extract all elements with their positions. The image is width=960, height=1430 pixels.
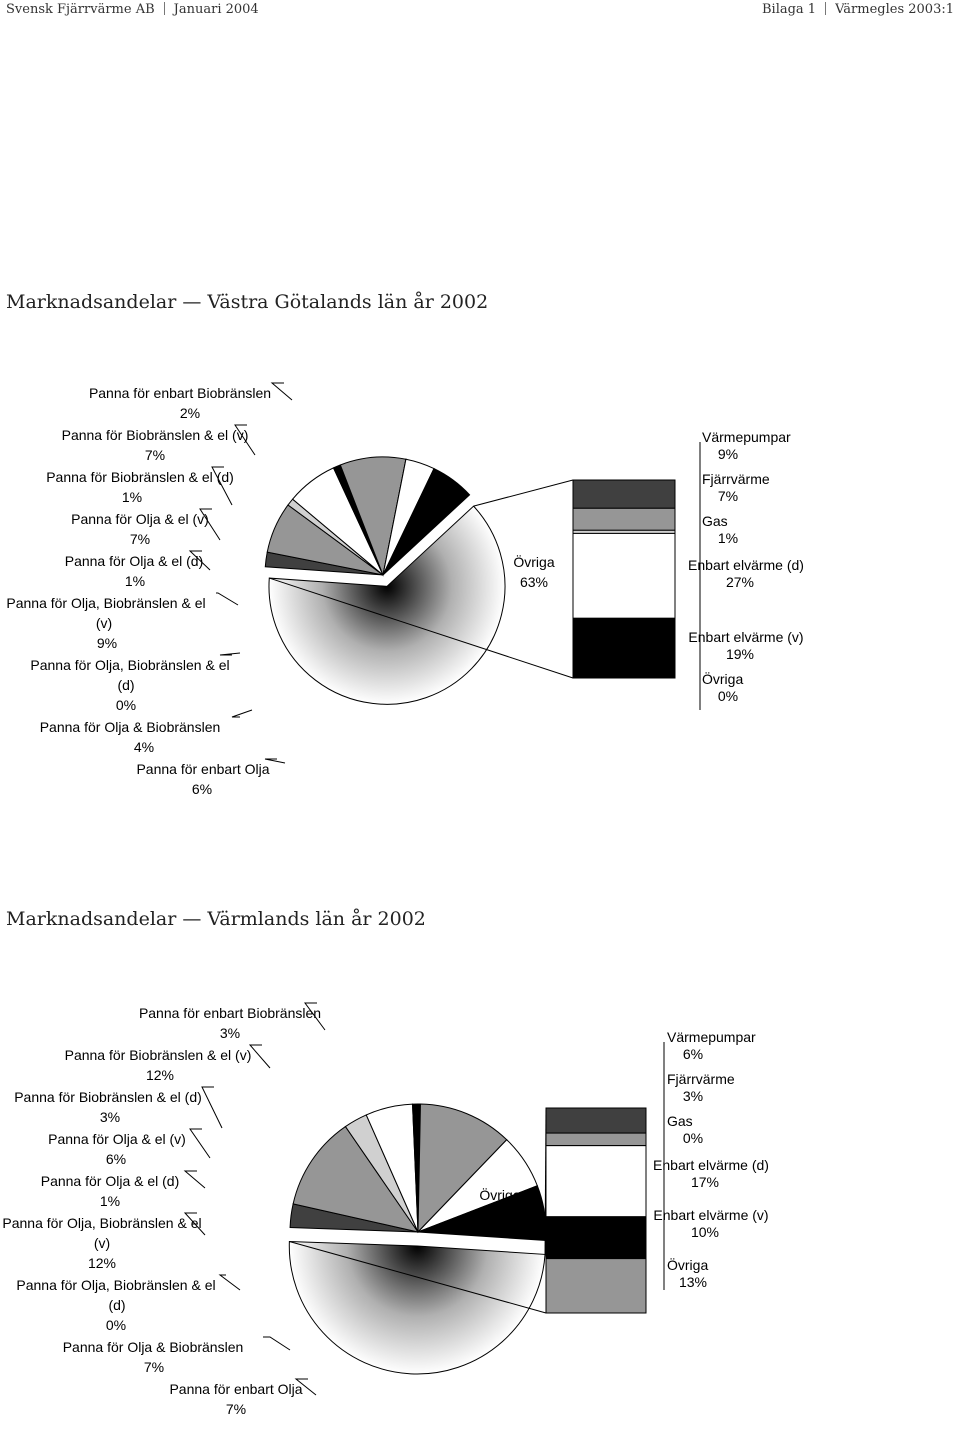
pie-label-name: (d) bbox=[117, 677, 135, 693]
pie-label-value: 9% bbox=[96, 635, 118, 651]
bar-label-enbart-elvarme-v bbox=[688, 629, 803, 662]
bar-label-gas bbox=[702, 513, 738, 546]
bar-label-name: Enbart elvärme (d) bbox=[653, 1157, 769, 1173]
bar-label-value: 6% bbox=[682, 1046, 704, 1062]
pie-label-name: Panna för Olja, Biobränslen & el bbox=[2, 1215, 202, 1231]
pie-label-value: 7% bbox=[144, 447, 166, 463]
bar-label-value: 0% bbox=[682, 1130, 704, 1146]
pie-label-panna-for-olja-biobranslen-el-v bbox=[2, 1213, 205, 1271]
pie-label-name: Panna för Olja, Biobränslen & el bbox=[16, 1277, 216, 1293]
pie-label-name: Panna för enbart Olja bbox=[136, 761, 270, 777]
bar-label-enbart-elvarme-v bbox=[653, 1207, 768, 1240]
pie-label-name: Panna för Olja & el (v) bbox=[48, 1131, 186, 1147]
bar-segment-enbart-elvarme-v bbox=[546, 1217, 646, 1259]
pie-label-name: Panna för enbart Biobränslen bbox=[88, 385, 272, 401]
header-separator bbox=[825, 2, 826, 15]
bar-label-name: Värmepumpar bbox=[667, 1029, 756, 1045]
rest-label: Övriga bbox=[479, 1187, 521, 1203]
header-appendix: Bilaga 1 bbox=[761, 2, 817, 17]
bar-segment-enbart-elvarme-v bbox=[573, 618, 675, 678]
pie-label-panna-for-olja-el-d bbox=[65, 551, 210, 589]
pie-label-value: 0% bbox=[115, 697, 137, 713]
bar-segment-fjarrvarme bbox=[546, 1133, 646, 1146]
pie-label-name: Panna för Olja & el (d) bbox=[40, 1173, 180, 1189]
header-report: Värmegles 2003:1 bbox=[835, 2, 954, 17]
pie-label-panna-for-enbart-biobranslen bbox=[139, 1003, 325, 1041]
pie-label-name: Panna för Olja & Biobränslen bbox=[62, 1339, 244, 1355]
bar-label-name: Enbart elvärme (v) bbox=[653, 1207, 769, 1223]
pie-label-panna-for-biobranslen-el-d bbox=[46, 467, 234, 505]
leader-line bbox=[202, 1087, 222, 1128]
pie-label-value: 6% bbox=[191, 781, 213, 797]
leader-line bbox=[250, 1045, 270, 1068]
bar-label-value: 3% bbox=[682, 1088, 704, 1104]
chart-title-1: Marknadsandelar — Västra Götalands län år 2002 bbox=[6, 291, 489, 313]
pie-label-panna-for-olja-biobranslen bbox=[63, 1337, 290, 1375]
bar-label-varmepumpar bbox=[702, 429, 791, 462]
leader-line bbox=[185, 1171, 205, 1188]
pie-label-value: 3% bbox=[219, 1025, 241, 1041]
bar-label-ovriga bbox=[667, 1256, 708, 1290]
pie-label-panna-for-biobranslen-el-v bbox=[62, 425, 255, 463]
leader-line bbox=[232, 710, 252, 717]
bar-label-name: Övriga bbox=[667, 1257, 709, 1273]
header-separator bbox=[164, 2, 165, 15]
rest-value: 50% bbox=[485, 1207, 515, 1223]
pie-label-value: 12% bbox=[145, 1067, 175, 1083]
header-left bbox=[6, 2, 259, 17]
bar-label-value: 9% bbox=[717, 446, 739, 462]
leader-line bbox=[263, 1337, 290, 1350]
bar-label-name: Värmepumpar bbox=[702, 429, 791, 445]
page-header bbox=[0, 0, 960, 22]
bar-label-fjarrvarme bbox=[667, 1071, 735, 1104]
bar-label-ovriga bbox=[702, 670, 743, 704]
leader-line bbox=[216, 593, 238, 605]
rest-label: Övriga bbox=[513, 554, 555, 570]
pie-label-value: 1% bbox=[124, 573, 146, 589]
bar-label-name: Gas bbox=[702, 513, 728, 529]
pie-label-name: Panna för Biobränslen & el (d) bbox=[14, 1089, 202, 1105]
bar-label-value: 13% bbox=[678, 1274, 708, 1290]
bar-label-value: 17% bbox=[690, 1174, 720, 1190]
bar-segment-ovriga bbox=[546, 1259, 646, 1313]
bar-label-name: Övriga bbox=[702, 671, 744, 687]
pie-label-value: 7% bbox=[129, 531, 151, 547]
leader-line bbox=[220, 653, 240, 655]
pie-label-panna-for-olja-el-v bbox=[71, 509, 220, 547]
pie-label-value: 1% bbox=[99, 1193, 121, 1209]
pie-label-name: (v) bbox=[93, 1235, 111, 1251]
pie-label-name: Panna för Olja & Biobränslen bbox=[39, 719, 221, 735]
pie-label-panna-for-olja-el-d bbox=[41, 1171, 205, 1209]
header-date: Januari 2004 bbox=[173, 2, 259, 17]
pie-label-panna-for-enbart-olja bbox=[136, 759, 285, 797]
pie-label-value: 1% bbox=[121, 489, 143, 505]
pie-label-panna-for-olja-biobranslen-el-d bbox=[16, 1275, 240, 1333]
pie-label-panna-for-olja-biobranslen-el-v bbox=[6, 593, 238, 651]
pie-label-value: 2% bbox=[179, 405, 201, 421]
bar-segment-enbart-elvarme-d bbox=[546, 1146, 646, 1217]
bar-label-value: 10% bbox=[690, 1224, 720, 1240]
rest-value: 63% bbox=[519, 574, 549, 590]
pie-label-panna-for-enbart-olja bbox=[169, 1379, 316, 1417]
bar-label-name: Fjärrvärme bbox=[667, 1071, 735, 1087]
bar-segment-enbart-elvarme-d bbox=[573, 533, 675, 618]
connector-line-top bbox=[474, 480, 573, 506]
bar-label-value: 7% bbox=[717, 488, 739, 504]
bar-label-value: 19% bbox=[725, 646, 755, 662]
pie-label-panna-for-biobranslen-el-v bbox=[65, 1045, 270, 1083]
pie-label-value: 6% bbox=[105, 1151, 127, 1167]
leader-line bbox=[272, 383, 292, 400]
pie-label-value: 7% bbox=[225, 1401, 247, 1417]
pie-label-name: Panna för Olja, Biobränslen & el bbox=[6, 595, 206, 611]
chart-title-2: Marknadsandelar — Värmlands län år 2002 bbox=[6, 908, 426, 930]
pie-label-name: Panna för Biobränslen & el (v) bbox=[61, 427, 249, 443]
market-share-chart-varmland bbox=[0, 1000, 960, 1430]
bar-label-name: Gas bbox=[667, 1113, 693, 1129]
pie-label-panna-for-olja-el-v bbox=[48, 1129, 210, 1167]
pie-label-value: 3% bbox=[99, 1109, 121, 1125]
bar-label-value: 27% bbox=[725, 574, 755, 590]
bar-label-fjarrvarme bbox=[702, 471, 770, 504]
pie-label-value: 0% bbox=[105, 1317, 127, 1333]
bar-label-varmepumpar bbox=[667, 1029, 756, 1062]
pie-label-name: Panna för enbart Olja bbox=[169, 1381, 303, 1397]
bar-label-gas bbox=[667, 1113, 703, 1146]
pie-label-name: Panna för Olja & el (v) bbox=[71, 511, 209, 527]
leader-line bbox=[190, 1129, 210, 1158]
leader-line bbox=[220, 1275, 240, 1290]
pie-label-name: Panna för Olja, Biobränslen & el bbox=[30, 657, 230, 673]
bar-label-name: Fjärrvärme bbox=[702, 471, 770, 487]
pie-label-panna-for-biobranslen-el-d bbox=[14, 1087, 222, 1128]
bar-label-enbart-elvarme-d bbox=[653, 1157, 769, 1190]
bar-label-name: Enbart elvärme (d) bbox=[688, 557, 804, 573]
pie-label-name: Panna för Biobränslen & el (v) bbox=[64, 1047, 252, 1063]
market-share-chart-vastra-gotaland bbox=[0, 370, 960, 810]
pie-label-value: 4% bbox=[133, 739, 155, 755]
bar-segment-fjarrvarme bbox=[573, 508, 675, 530]
bar-label-value: 1% bbox=[717, 530, 739, 546]
pie-label-panna-for-olja-biobranslen-el-d bbox=[30, 653, 240, 713]
bar-label-value: 0% bbox=[717, 688, 739, 704]
bar-label-enbart-elvarme-d bbox=[688, 557, 804, 590]
pie-label-panna-for-enbart-biobranslen bbox=[89, 383, 292, 421]
header-org: Svensk Fjärrvärme AB bbox=[6, 2, 155, 17]
pie-label-value: 7% bbox=[143, 1359, 165, 1375]
pie-label-name: Panna för Olja & el (d) bbox=[64, 553, 204, 569]
pie-label-name: (v) bbox=[95, 615, 113, 631]
bar-label-name: Enbart elvärme (v) bbox=[688, 629, 804, 645]
pie-slice-ovriga bbox=[289, 1242, 545, 1374]
pie-label-name: (d) bbox=[108, 1297, 126, 1313]
bar-segment-varmepumpar bbox=[546, 1108, 646, 1133]
pie-label-name: Panna för Biobränslen & el (d) bbox=[46, 469, 234, 485]
pie-label-value: 12% bbox=[87, 1255, 117, 1271]
pie-label-panna-for-olja-biobranslen bbox=[40, 710, 252, 755]
bar-segment-varmepumpar bbox=[573, 480, 675, 508]
pie-label-name: Panna för enbart Biobränslen bbox=[138, 1005, 322, 1021]
header-right bbox=[762, 2, 954, 17]
